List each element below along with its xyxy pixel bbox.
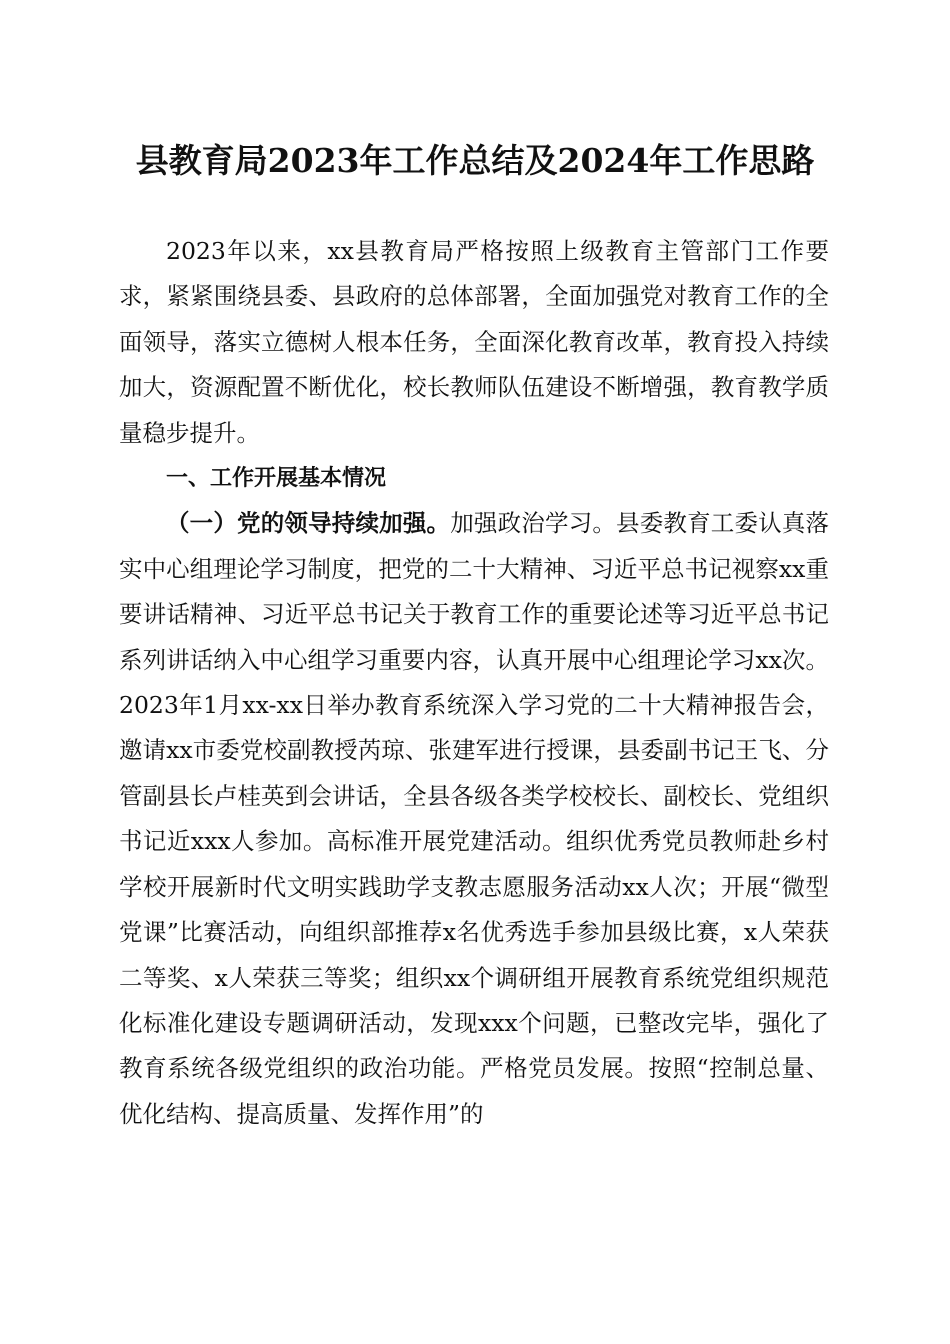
subsection-paragraph <box>119 501 829 1137</box>
subsection-body: 加强政治学习。县委教育工委认真落实中心组理论学习制度，把党的二十大精神、习近平总书记视察xx重要讲话精神、习近平总书记关于教育工作的重要论述等习近平总书记系列讲话纳入中心组学习重要内容，认真开展中心组理论学习xx次。2023年1月xx-xx日举办教育系统深入学习党的二十大精神报告会，邀请xx市委党校副教授芮琼、张建军进行授课，县委副书记王飞、分管副县长卢桂英到会讲话，全县各级各类学校校长、副校长、党组织书记近xxx人参加。高标准开展党建活动。组织优秀党员教师赴乡村学校开展新时代文明实践助学支教志愿服务活动xx人次；开展“微型党课”比赛活动，向组织部推荐x名优秀选手参加县级比赛，x人荣获二等奖、x人荣获三等奖；组织xx个调研组开展教育系统党组织规范化标准化建设专题调研活动，发现xxx个问题，已整改完毕，强化了教育系统各级党组织的政治功能。严格党员发展。按照“控制总量、优化结构、提高质量、发挥作用”的 <box>119 509 830 1128</box>
section-heading: 一、工作开展基本情况 <box>166 466 387 492</box>
document-title: 县教育局2023年工作总结及2024年工作思路 <box>135 141 815 180</box>
subsection-lead: （一）党的领导持续加强。 <box>166 509 451 538</box>
document-body <box>119 229 829 1137</box>
intro-paragraph: 2023年以来，xx县教育局严格按照上级教育主管部门工作要求，紧紧围绕县委、县政府的总体部署，全面加强党对教育工作的全面领导，落实立德树人根本任务，全面深化教育改革，教育投入持续加大，资源配置不断优化，校长教师队伍建设不断增强，教育教学质量稳步提升。 <box>119 237 829 447</box>
